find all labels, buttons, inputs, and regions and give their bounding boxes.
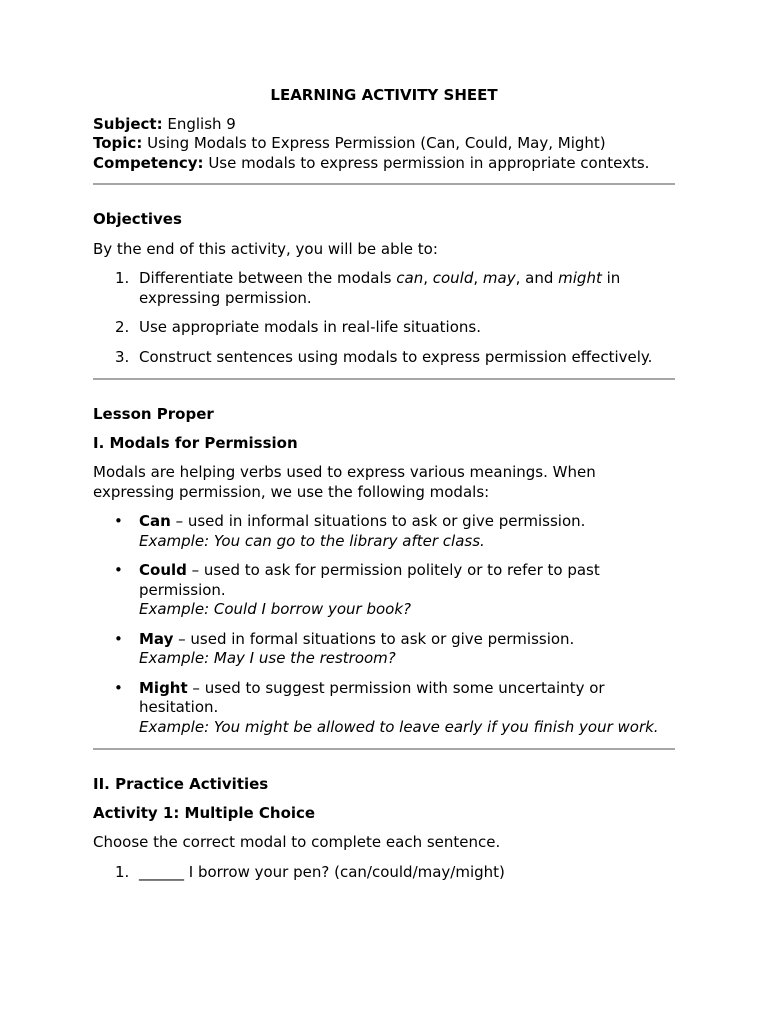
objectives-heading: Objectives <box>93 210 182 228</box>
modal-example-text: Example: You can go to the library after class. <box>139 531 485 550</box>
practice-heading: II. Practice Activities <box>93 775 269 793</box>
modal-example-text: Example: You might be allowed to leave early if you finish your work. <box>139 717 659 736</box>
divider <box>93 748 675 750</box>
competency-value: Use modals to express permission in appropriate contexts. <box>203 153 650 172</box>
subject-label: Subject: <box>93 114 163 133</box>
modal-might: might <box>558 269 602 287</box>
modal-example-text: Example: May I use the restroom? <box>139 649 396 667</box>
modal-example <box>139 600 675 620</box>
modals-list <box>93 512 675 737</box>
modal-item <box>93 679 675 738</box>
modal-example <box>139 532 675 552</box>
objective-number: 1. <box>115 269 130 287</box>
learning-activity-sheet <box>93 86 675 882</box>
objective-text-part: , and <box>515 269 559 287</box>
activity-question <box>93 863 675 883</box>
document-title: LEARNING ACTIVITY SHEET <box>270 86 498 104</box>
divider <box>93 378 675 380</box>
modal-description: – used in formal situations to ask or give permission. <box>173 629 575 648</box>
question-number: 1. <box>115 862 130 881</box>
modal-term: Could <box>139 561 187 579</box>
objective-number: 3. <box>115 347 130 366</box>
modal-item <box>93 630 675 669</box>
lesson-heading: Lesson Proper <box>93 405 214 423</box>
modal-example <box>139 649 675 669</box>
modal-term: Might <box>139 678 188 697</box>
objective-text-part: , <box>423 269 433 287</box>
modal-term: May <box>139 629 174 648</box>
modal-can: can <box>396 269 424 287</box>
objective-text <box>139 269 620 307</box>
modal-could: could <box>432 269 474 287</box>
meta-block <box>93 115 675 174</box>
objective-text-part: Differentiate between the modals <box>139 269 397 287</box>
question-text: ______ I borrow your pen? (can/could/may/might) <box>139 862 505 881</box>
topic-value: Using Modals to Express Permission (Can, Could, May, Might) <box>142 134 606 152</box>
modal-description: – used in informal situations to ask or give permission. <box>170 512 586 530</box>
modal-example <box>139 718 675 738</box>
bullet: • <box>114 629 123 648</box>
objectives-list <box>93 269 675 367</box>
lesson-intro: Modals are helping verbs used to express various meanings. When expressing permission, we use the following modals: <box>93 463 596 501</box>
topic-label: Topic: <box>93 134 143 152</box>
objective-text: Construct sentences using modals to express permission effectively. <box>139 347 653 366</box>
modal-description: – used to ask for permission politely or to refer to past permission. <box>139 561 600 599</box>
competency-label: Competency: <box>93 153 204 172</box>
modal-item <box>93 512 675 551</box>
bullet: • <box>114 561 123 579</box>
objective-item <box>93 269 675 308</box>
activity-items <box>93 863 675 883</box>
activity-title: Activity 1: Multiple Choice <box>93 803 316 822</box>
objective-number: 2. <box>115 318 130 336</box>
subject-value: English 9 <box>162 114 236 133</box>
objective-text: Use appropriate modals in real-life situations. <box>139 318 481 336</box>
activity-instruction: Choose the correct modal to complete each sentence. <box>93 833 501 851</box>
modal-definition <box>139 512 675 532</box>
subject-line <box>93 115 675 135</box>
topic-line <box>93 134 675 154</box>
bullet: • <box>114 678 123 697</box>
objective-item <box>93 318 675 338</box>
modal-definition <box>139 679 675 718</box>
modal-may: may <box>482 269 516 287</box>
divider <box>93 183 675 185</box>
lesson-subheading: I. Modals for Permission <box>93 433 298 452</box>
modal-definition <box>139 630 675 650</box>
competency-line <box>93 154 675 174</box>
modal-definition <box>139 561 675 600</box>
bullet: • <box>114 512 123 530</box>
modal-description: – used to suggest permission with some uncertainty or hesitation. <box>139 678 605 716</box>
modal-item <box>93 561 675 620</box>
objective-text-part: in expressing permission. <box>139 269 621 307</box>
objective-text-part: , <box>473 269 483 287</box>
modal-term: Can <box>139 512 171 530</box>
objective-item <box>93 348 675 368</box>
modal-example-text: Example: Could I borrow your book? <box>139 600 411 618</box>
objectives-intro: By the end of this activity, you will be able to: <box>93 239 438 258</box>
